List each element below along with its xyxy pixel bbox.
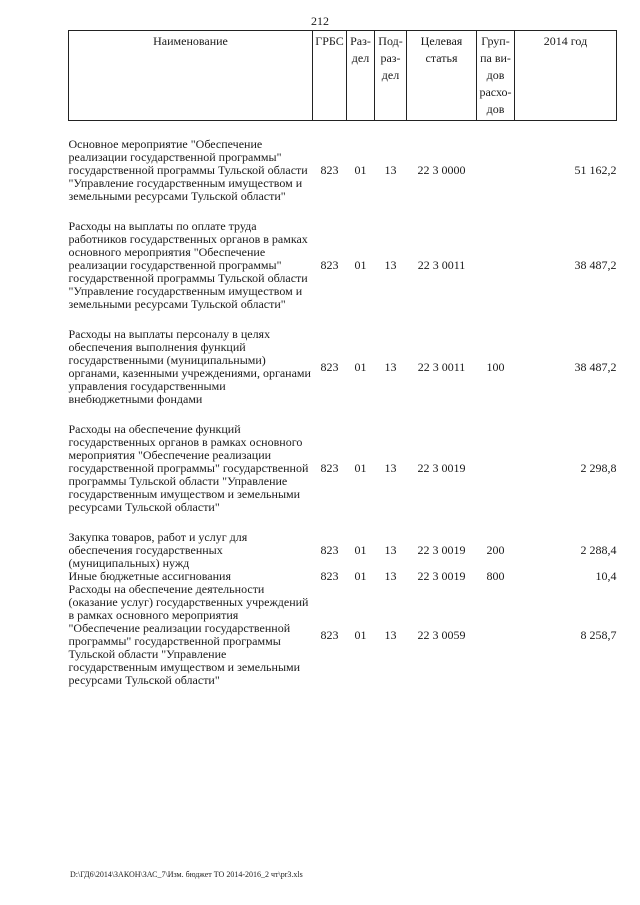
row-amount: 38 487,2 <box>574 359 617 374</box>
table-row <box>69 423 617 514</box>
row-podrazdel: 13 <box>384 258 397 272</box>
file-path-footer: D:\ГД6\2014\ЗАКОН\ЗАС_7\Изм. бюджет ТО 2014-2016_2 чт\pr3.xls <box>70 870 303 879</box>
row-podrazdel: 13 <box>384 627 397 642</box>
row-group: 100 <box>486 359 505 374</box>
row-name: Расходы на выплаты по оплате труда работников государственных органов в рамках основного мероприятия "Обеспечение реализации государственной программы" государственной программы Тульской области "Управление государственным имуществом и земельными ресурсами Тульской области" <box>68 219 308 311</box>
row-target: 22 3 0000 <box>417 163 466 177</box>
header-grbs: ГРБС <box>313 31 347 121</box>
row-target: 22 3 0059 <box>417 627 466 642</box>
table-body <box>69 121 617 688</box>
row-name: Иные бюджетные ассигнования <box>68 569 231 583</box>
row-group <box>477 138 515 203</box>
table-row <box>69 531 617 570</box>
row-group <box>477 220 515 311</box>
row-amount: 38 487,2 <box>574 258 617 272</box>
row-podrazdel: 13 <box>384 543 397 557</box>
row-grbs: 823 <box>320 627 339 642</box>
row-amount: 10,4 <box>595 569 617 583</box>
row-grbs: 823 <box>320 543 339 557</box>
row-grbs: 823 <box>320 359 339 374</box>
row-podrazdel: 13 <box>384 569 397 583</box>
row-grbs: 823 <box>320 569 339 583</box>
row-target: 22 3 0019 <box>417 461 466 475</box>
table-row <box>69 138 617 203</box>
row-grbs: 823 <box>320 461 339 475</box>
budget-table <box>68 30 617 687</box>
header-name: Наименование <box>69 31 313 121</box>
table-row <box>69 328 617 406</box>
table-row <box>69 583 617 687</box>
header-razdel: Раз- дел <box>347 31 375 121</box>
header-group: Груп- па ви- дов расхо- дов <box>477 31 515 121</box>
row-name: Закупка товаров, работ и услуг для обеспечения государственных (муниципальных) нужд <box>68 530 248 570</box>
row-name: Основное мероприятие "Обеспечение реализации государственной программы" государственной программы Тульской области "Управление государственным имуществом и земельными ресурсами Тульской области" <box>68 137 308 203</box>
row-group <box>477 423 515 514</box>
row-target: 22 3 0011 <box>417 258 466 272</box>
row-razdel: 01 <box>354 543 367 557</box>
row-razdel: 01 <box>354 163 367 177</box>
page-number: 212 <box>311 14 329 28</box>
row-group: 800 <box>486 569 505 583</box>
row-podrazdel: 13 <box>384 359 397 374</box>
row-razdel: 01 <box>354 359 367 374</box>
row-grbs: 823 <box>320 163 339 177</box>
row-razdel: 01 <box>354 627 367 642</box>
row-amount: 2 298,8 <box>580 461 617 475</box>
row-razdel: 01 <box>354 461 367 475</box>
row-group <box>477 583 515 687</box>
row-target: 22 3 0019 <box>417 569 466 583</box>
header-podrazdel: Под- раз- дел <box>375 31 407 121</box>
row-name: Расходы на выплаты персоналу в целях обеспечения выполнения функций государственными (муниципальными) органами, казенными учреждениями, органами управления государственными внебюджетными фондами <box>68 327 311 406</box>
table-row <box>69 220 617 311</box>
row-group: 200 <box>486 543 505 557</box>
row-razdel: 01 <box>354 569 367 583</box>
row-grbs: 823 <box>320 258 339 272</box>
row-amount: 2 288,4 <box>580 543 617 557</box>
row-amount: 51 162,2 <box>574 163 617 177</box>
row-target: 22 3 0019 <box>417 543 466 557</box>
row-name: Расходы на обеспечение деятельности (оказание услуг) государственных учреждений в рамках основного мероприятия "Обеспечение реализации государственной программы" государственной программы Тульской области "Управление государственным имуществом и земельными ресурсами Тульской области" <box>68 582 309 687</box>
row-podrazdel: 13 <box>384 461 397 475</box>
row-target: 22 3 0011 <box>417 359 466 374</box>
row-name: Расходы на обеспечение функций государственных органов в рамках основного мероприятия "Обеспечение реализации государственной программы" государственной программы Тульской области "Управление государственным имуществом и земельными ресурсами Тульской области" <box>68 422 309 514</box>
row-amount: 8 258,7 <box>580 627 617 642</box>
header-target: Целевая статья <box>407 31 477 121</box>
row-razdel: 01 <box>354 258 367 272</box>
row-podrazdel: 13 <box>384 163 397 177</box>
table-header <box>69 31 617 121</box>
header-year: 2014 год <box>515 31 617 121</box>
